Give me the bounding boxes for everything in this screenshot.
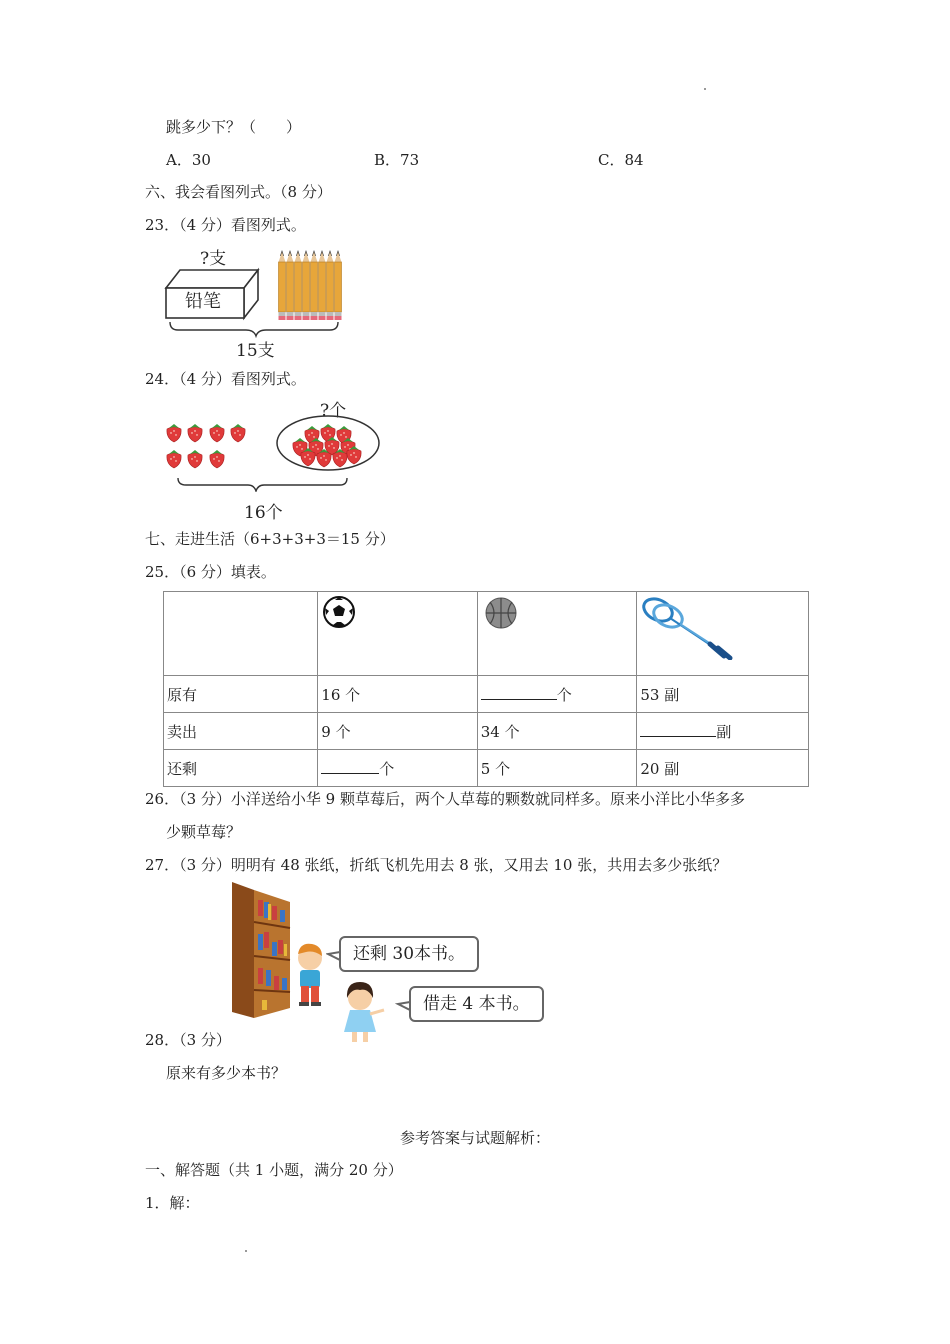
boy-icon xyxy=(298,944,322,1006)
q23-question-label: ?支 xyxy=(200,249,227,269)
q22-stem-end: 跳多少下？（ ） xyxy=(166,118,302,136)
q23-total-label: 15支 xyxy=(236,341,275,361)
bookshelf-icon xyxy=(232,882,290,1018)
q23-box-label: 铅笔 xyxy=(185,291,221,312)
answer-blank[interactable] xyxy=(481,685,557,700)
answer-blank[interactable] xyxy=(321,759,379,774)
badminton-racket-icon xyxy=(640,594,735,660)
table-cell: 34 个 xyxy=(477,713,637,750)
table-corner xyxy=(164,592,318,676)
table-cell: 16 个 xyxy=(318,676,477,713)
table-cell xyxy=(637,713,809,750)
q25-table xyxy=(163,591,809,787)
q26-line1: 26．（3 分）小洋送给小华 9 颗草莓后，两个人草莓的颗数就同样多。原来小洋比小华多多 xyxy=(145,790,745,808)
q22-option-c: C．84 xyxy=(598,151,644,169)
unit-label: 个 xyxy=(379,759,395,778)
section6-title: 六、我会看图列式。（8 分） xyxy=(145,183,332,201)
q24-total-label: 16个 xyxy=(244,503,283,523)
q23-brace xyxy=(170,322,338,336)
q25-title: 25．（6 分）填表。 xyxy=(145,563,276,581)
row-label: 原有 xyxy=(164,676,318,713)
table-row xyxy=(164,713,809,750)
table-row xyxy=(164,676,809,713)
q28-title: 28．（3 分） xyxy=(145,1031,231,1049)
table-cell: 5 个 xyxy=(477,750,637,787)
table-cell xyxy=(477,676,637,713)
pencils-icon xyxy=(279,250,342,320)
table-cell xyxy=(318,750,477,787)
page-dot-top xyxy=(704,88,706,90)
table-cell: 9 个 xyxy=(318,713,477,750)
unit-label: 副 xyxy=(716,722,732,741)
answer-blank[interactable] xyxy=(640,722,716,737)
q24-brace xyxy=(178,478,347,491)
strawberry-figure xyxy=(160,410,385,492)
q28-question: 原来有多少本书？ xyxy=(166,1064,287,1082)
answers-heading: 参考答案与试题解析： xyxy=(399,1129,550,1147)
answers-section1: 一、解答题（共 1 小题，满分 20 分） xyxy=(145,1161,403,1179)
basketball-icon xyxy=(481,594,521,630)
girl-speech-bubble: 借走 4 本书。 xyxy=(409,986,544,1022)
page-dot-bottom xyxy=(245,1250,247,1252)
boy-speech-bubble: 还剩 30本书。 xyxy=(339,936,479,972)
q26-line2: 少颗草莓？ xyxy=(166,823,242,841)
table-row xyxy=(164,750,809,787)
q23-title: 23．（4 分）看图列式。 xyxy=(145,216,306,234)
q24-question-label: ?个 xyxy=(320,401,347,421)
q27-line1: 27．（3 分）明明有 48 张纸，折纸飞机先用去 8 张，又用去 10 张，共用去多少张纸？ xyxy=(145,856,728,874)
table-cell: 20 副 xyxy=(637,750,809,787)
q22-option-a: A．30 xyxy=(166,151,211,169)
table-cell: 53 副 xyxy=(637,676,809,713)
answers-item1: 1．解： xyxy=(145,1194,200,1212)
section7-title: 七、走进生活（6+3+3+3＝15 分） xyxy=(145,530,395,548)
soccer-ball-icon xyxy=(321,594,357,630)
plate-strawberries-icon xyxy=(293,424,361,467)
loose-strawberries-icon xyxy=(167,424,245,468)
q22-option-b: B．73 xyxy=(374,151,420,169)
row-label: 卖出 xyxy=(164,713,318,750)
unit-label: 个 xyxy=(556,685,572,704)
q24-title: 24．（4 分）看图列式。 xyxy=(145,370,306,388)
row-label: 还剩 xyxy=(164,750,318,787)
